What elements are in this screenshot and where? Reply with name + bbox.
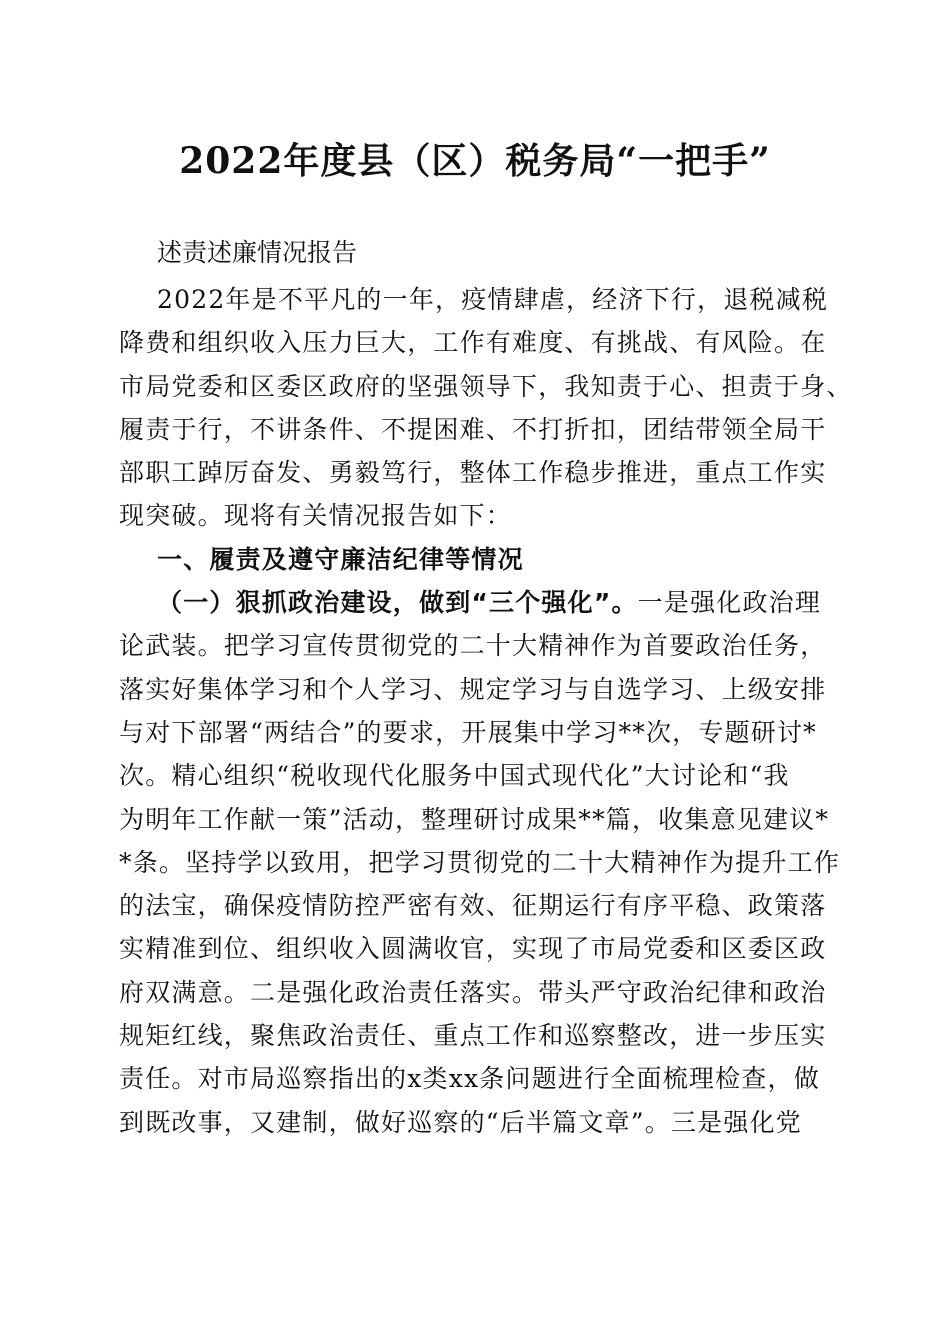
paragraph-line: 规矩红线，聚焦政治责任、重点工作和巡察整改，进一步压实 [119,1021,827,1051]
paragraph-text: 一是强化政治 [637,588,795,618]
paragraph-line: 与对下部署“两结合”的要求，开展集中学习**次，专题研讨* [119,717,817,747]
paragraph-line: 部职工踔厉奋发、勇毅笃行，整体工作稳步推进，重点工作实 [119,458,827,488]
document-subtitle: 述责述廉情况报告 [157,238,358,267]
paragraph-line: 落实好集体学习和个人学习、规定学习与自选学习、上级安排 [119,674,827,704]
paragraph-line: 次。精心组织“税收现代化服务中国式现代化”大讨论和“我 [119,761,790,791]
paragraph-line: 履责于行，不讲条件、不提困难、不打折扣，团结带领全局干 [119,414,827,444]
paragraph-line [119,581,831,624]
paragraph-line: 府双满意。二是强化政治责任落实。带头严守政治纪律和政治 [119,977,827,1007]
paragraph-line: 现突破。现将有关情况报告如下： [119,501,513,531]
paragraph-line: *条。坚持学以致用，把学习贯彻党的二十大精神作为提升工作 [119,847,841,877]
section-heading: 一、履责及遵守廉洁纪律等情况 [157,544,524,574]
paragraph-line: 的法宝，确保疫情防控严密有效、征期运行有序平稳、政策落 [119,891,827,921]
paragraph-line: 2022年是不平凡的一年，疫情肆虐，经济下行，退税减税 [157,285,829,314]
paragraph-line: 责任。对市局巡察指出的x类xx条问题进行全面梳理检查，做 [119,1064,820,1094]
subsection-heading: （一）狠抓政治建设，做到“三个强化”。 [157,588,638,618]
document-body [119,278,853,1144]
paragraph-line: 实精准到位、组织收入圆满收官，实现了市局党委和区委区政 [119,934,827,964]
paragraph-line: 市局党委和区委区政府的坚强领导下，我知责于心、担责于身、 [119,371,853,401]
paragraph-line: 为明年工作献一策”活动，整理研讨成果**篇，收集意见建议* [119,804,830,834]
paragraph-line: 论武装。把学习宣传贯彻党的二十大精神作为首要政治任务， [119,631,827,661]
paragraph-line: 到既改事，又建制，做好巡察的“后半篇文章”。三是强化党 [119,1107,802,1137]
paragraph-text: 理 [794,588,822,618]
paragraph-line: 降费和组织收入压力巨大，工作有难度、有挑战、有风险。在 [119,328,827,358]
document-title: 2022年度县（区）税务局“一把手” [179,140,771,182]
